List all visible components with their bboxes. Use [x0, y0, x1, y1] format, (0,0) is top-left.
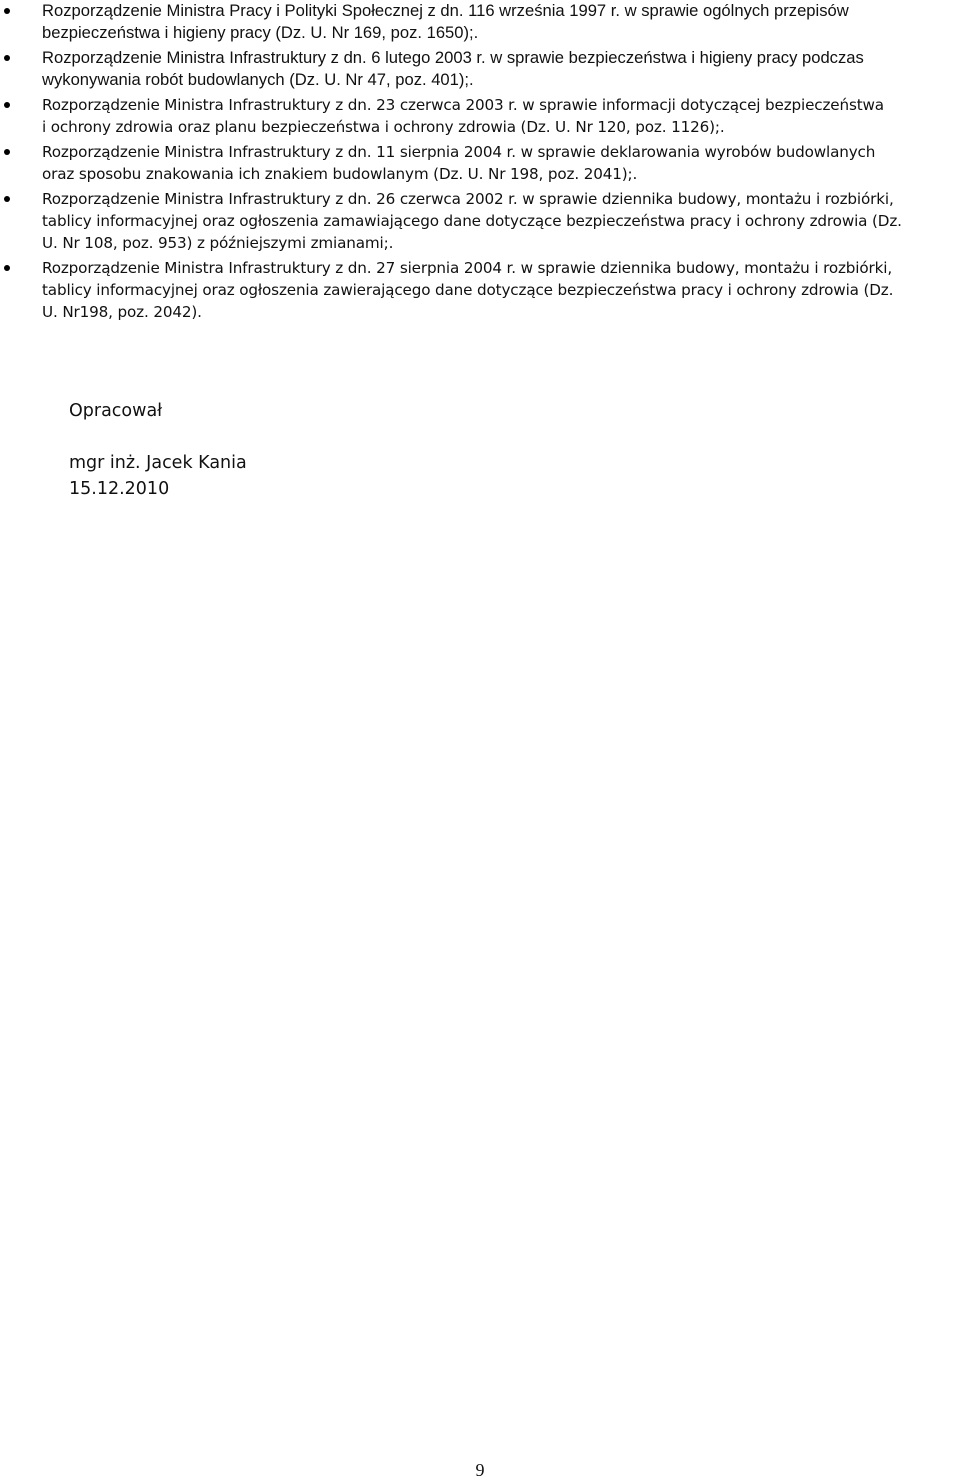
regulation-line: Rozporządzenie Ministra Pracy i Polityki Społecznej z dn. 116 września 1997 r. w sprawie ogólnych przepisów: [42, 1, 849, 20]
list-item: [0, 0, 960, 44]
bullet-icon: [4, 265, 10, 271]
bullet-icon: [4, 149, 10, 155]
regulation-line: wykonywania robót budowlanych (Dz. U. Nr 47, poz. 401);.: [42, 70, 474, 89]
signature-date: 15.12.2010: [69, 479, 170, 499]
author-name: mgr inż. Jacek Kania: [69, 453, 247, 473]
list-item: [0, 188, 960, 254]
list-item: [0, 47, 960, 91]
list-item: [0, 141, 960, 185]
regulations-list: [0, 0, 960, 326]
prepared-by-label: Opracował: [69, 401, 163, 421]
signature-block: [69, 398, 247, 502]
regulation-line: Rozporządzenie Ministra Infrastruktury z dn. 6 lutego 2003 r. w sprawie bezpieczeństwa i higieny pracy podczas: [42, 48, 864, 67]
list-item: [0, 94, 960, 138]
regulation-line: i ochrony zdrowia oraz planu bezpieczeństwa i ochrony zdrowia (Dz. U. Nr 120, poz. 1126);.: [42, 118, 725, 136]
regulation-line: Rozporządzenie Ministra Infrastruktury z dn. 23 czerwca 2003 r. w sprawie informacji dotyczącej bezpieczeństwa: [42, 96, 884, 114]
regulation-line: bezpieczeństwa i higieny pracy (Dz. U. Nr 169, poz. 1650);.: [42, 23, 479, 42]
bullet-icon: [4, 55, 10, 61]
page-number: 9: [475, 1460, 485, 1480]
bullet-icon: [4, 196, 10, 202]
bullet-icon: [4, 8, 10, 14]
list-item: [0, 257, 960, 323]
regulation-line: Rozporządzenie Ministra Infrastruktury z dn. 26 czerwca 2002 r. w sprawie dziennika budowy, montażu i rozbiórki,: [42, 190, 894, 208]
regulation-line: Rozporządzenie Ministra Infrastruktury z dn. 11 sierpnia 2004 r. w sprawie deklarowania wyrobów budowlanych: [42, 143, 876, 161]
regulation-line: U. Nr198, poz. 2042).: [42, 303, 202, 321]
regulation-line: Rozporządzenie Ministra Infrastruktury z dn. 27 sierpnia 2004 r. w sprawie dziennika budowy, montażu i rozbiórki,: [42, 259, 892, 277]
bullet-icon: [4, 102, 10, 108]
regulation-line: oraz sposobu znakowania ich znakiem budowlanym (Dz. U. Nr 198, poz. 2041);.: [42, 165, 638, 183]
regulation-line: U. Nr 108, poz. 953) z późniejszymi zmianami;.: [42, 234, 394, 252]
regulation-line: tablicy informacyjnej oraz ogłoszenia zawierającego dane dotyczące bezpieczeństwa pracy i ochrony zdrowia (Dz.: [42, 281, 894, 299]
regulation-line: tablicy informacyjnej oraz ogłoszenia zamawiającego dane dotyczące bezpieczeństwa pracy i ochrony zdrowia (Dz.: [42, 212, 902, 230]
